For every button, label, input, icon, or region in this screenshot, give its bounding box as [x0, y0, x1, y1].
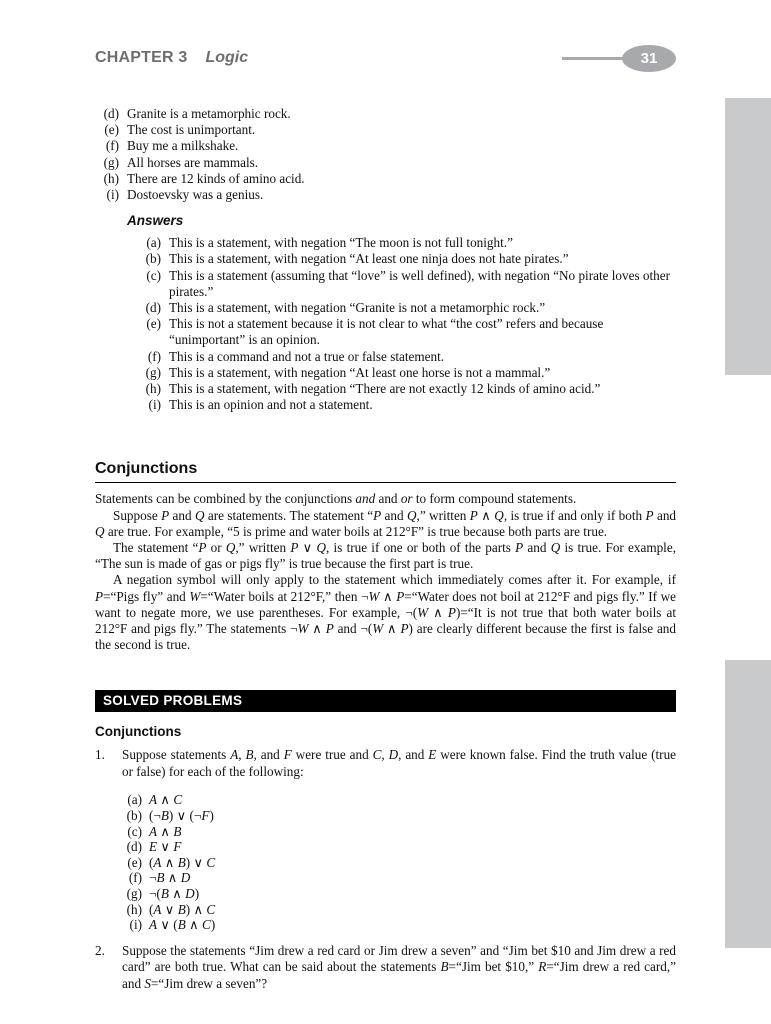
list-item — [95, 171, 676, 187]
item-label: (i) — [129, 917, 142, 933]
formula-item — [120, 917, 676, 933]
item-label: (a) — [146, 235, 161, 251]
formula-item — [120, 902, 676, 918]
item-text: This is a statement, with negation “Granite is not a metamorphic rock.” — [169, 300, 546, 316]
formula: ¬B ∧ D — [149, 870, 191, 886]
page-header — [95, 44, 676, 72]
item-text: This is a statement, with negation “There are not exactly 12 kinds of amino acid.” — [169, 381, 601, 397]
page-number-rule — [562, 57, 630, 60]
formula: A ∧ B — [149, 823, 182, 839]
item-text: The cost is unimportant. — [127, 122, 256, 138]
item-label: (h) — [103, 170, 119, 186]
answer-item — [137, 235, 676, 251]
item-text: Dostoevsky was a genius. — [127, 187, 264, 203]
problem-text: Suppose statements A, B, and F were true and C, D, and E were known false. Find the truth value (true or false) for each of the following: — [122, 747, 677, 779]
answer-item — [137, 349, 676, 365]
item-label: (f) — [105, 138, 119, 154]
item-label: (a) — [127, 792, 142, 808]
problem-number: 2. — [95, 942, 105, 958]
answers-heading: Answers — [127, 213, 184, 229]
page-number-badge: 31 — [622, 45, 676, 72]
formula: ¬(B ∧ D) — [149, 886, 200, 902]
chapter-label: CHAPTER 3 — [95, 49, 188, 66]
solved-problems-banner: SOLVED PROBLEMS — [95, 690, 676, 712]
formula-item — [120, 808, 676, 824]
list-item — [95, 106, 676, 122]
answer-item — [137, 268, 676, 300]
conjunctions-section-heading: Conjunctions — [95, 460, 676, 483]
chapter-heading — [95, 49, 248, 67]
list-item — [95, 187, 676, 203]
item-label: (c) — [127, 823, 142, 839]
page-edge-tab-bottom — [725, 660, 771, 948]
formula: A ∨ (B ∧ C) — [149, 917, 216, 933]
item-label: (h) — [126, 901, 142, 917]
item-label: (g) — [145, 364, 161, 380]
formula: (A ∧ B) ∨ C — [149, 854, 216, 870]
item-label: (d) — [103, 106, 119, 121]
paragraph: Statements can be combined by the conjunctions and and or to form compound statements. — [95, 491, 577, 507]
item-label: (i) — [106, 187, 119, 203]
item-text: This is not a statement because it is not clear to what “the cost” refers and because “unimportant” is an opinion. — [169, 316, 604, 348]
item-label: (e) — [127, 854, 142, 870]
formula: (¬B) ∨ (¬F) — [149, 808, 214, 824]
formula-item — [120, 839, 676, 855]
formula: A ∧ C — [149, 792, 183, 808]
paragraph: Suppose P and Q are statements. The statement “P and Q,” written P ∧ Q, is true if and only if both P and Q are true. For example, “5 is prime and water boils at 212°F” is true because both parts are true. — [95, 507, 677, 539]
problem-1-formula-list — [120, 792, 676, 932]
page-number-group — [562, 45, 676, 72]
answer-item — [137, 316, 676, 348]
item-label: (f) — [147, 348, 161, 364]
item-text: Buy me a milkshake. — [127, 138, 239, 154]
answer-item — [137, 397, 676, 413]
page-edge-tab-top — [725, 98, 771, 375]
statement-list — [95, 106, 676, 203]
answer-item — [137, 381, 676, 397]
item-label: (f) — [128, 870, 142, 886]
item-label: (g) — [126, 886, 142, 902]
answer-item — [137, 300, 676, 316]
item-label: (h) — [145, 381, 161, 397]
item-text: This is an opinion and not a statement. — [169, 397, 373, 413]
item-text: All horses are mammals. — [127, 154, 259, 170]
problem-number: 1. — [95, 747, 105, 763]
item-label: (d) — [126, 839, 142, 855]
item-label: (e) — [146, 316, 161, 332]
formula-item — [120, 824, 676, 840]
chapter-title: Logic — [205, 49, 249, 66]
formula: E ∨ F — [149, 839, 182, 855]
item-label: (c) — [146, 267, 161, 283]
item-label: (d) — [145, 300, 161, 316]
formula: (A ∨ B) ∧ C — [149, 901, 216, 917]
item-text: Granite is a metamorphic rock. — [127, 106, 291, 121]
formula-item — [120, 886, 676, 902]
paragraph: The statement “P or Q,” written P ∨ Q, is true if one or both of the parts P and Q is true. For example, “The sun is made of gas or pigs fly” is true because the first part is true. — [95, 540, 676, 572]
problem-1 — [95, 747, 676, 780]
item-label: (e) — [104, 122, 119, 138]
page-content — [95, 0, 676, 992]
item-label: (i) — [148, 397, 161, 413]
item-text: There are 12 kinds of amino acid. — [127, 170, 305, 186]
formula-item — [120, 855, 676, 871]
item-text: This is a statement, with negation “At least one horse is not a mammal.” — [169, 364, 551, 380]
formula-item — [120, 792, 676, 808]
item-text: This is a statement, with negation “At least one ninja does not hate pirates.” — [169, 251, 569, 267]
problem-text: Suppose the statements “Jim drew a red card or Jim drew a seven” and “Jim bet $10 and Jim drew a red card” are both true. What can be said about the statements B=“Jim bet $10,” R=“Jim drew a red card,” and S=“Jim drew a seven”? — [122, 942, 676, 991]
formula-item — [120, 870, 676, 886]
item-label: (b) — [145, 251, 161, 267]
answers-list — [137, 235, 676, 413]
item-text: This is a statement, with negation “The moon is not full tonight.” — [169, 235, 513, 251]
item-label: (g) — [103, 154, 119, 170]
item-label: (b) — [126, 808, 142, 824]
list-item — [95, 138, 676, 154]
solved-conjunctions-subheading: Conjunctions — [95, 724, 182, 740]
list-item — [95, 122, 676, 138]
conjunctions-body — [95, 491, 676, 653]
paragraph: A negation symbol will only apply to the statement which immediately comes after it. For example, if P=“Pigs fly” and W=“Water boils at 212°F,” then ¬W ∧ P=“Water does not boil at 212°F and pigs fly.” If we want to negate more, we use parentheses. For example, ¬(W ∧ P)=“It is not true that both water boils at 212°F and pigs fly.” The statements ¬W ∧ P and ¬(W ∧ P) are clearly different because the first is false and the second is true. — [95, 572, 677, 653]
problem-2 — [95, 943, 676, 993]
answer-item — [137, 251, 676, 267]
answer-item — [137, 365, 676, 381]
list-item — [95, 155, 676, 171]
item-text: This is a statement (assuming that “love” is well defined), with negation “No pirate loves other pirates.” — [169, 267, 670, 299]
item-text: This is a command and not a true or false statement. — [169, 348, 445, 364]
